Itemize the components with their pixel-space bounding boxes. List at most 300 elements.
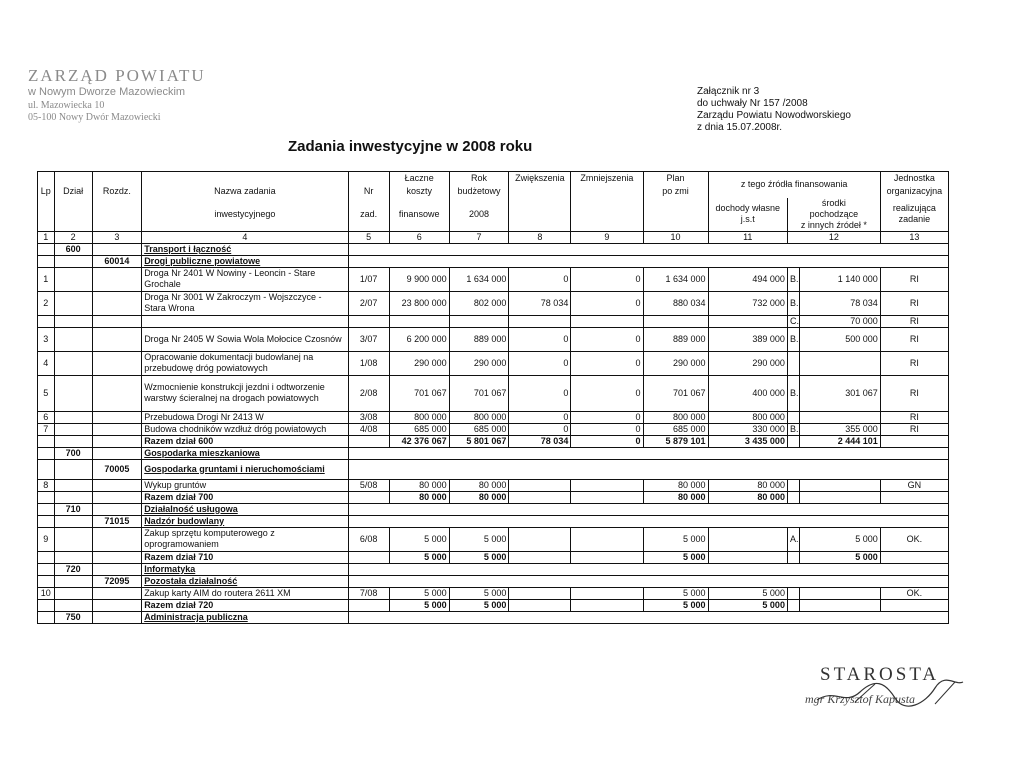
cell-plan: 5 000 (643, 599, 708, 611)
cell-name: Opracowanie dokumentacji budowlanej na przebudowę dróg powiatowych (142, 351, 348, 375)
table-row (38, 327, 949, 351)
hdr-nr (348, 172, 389, 185)
cell-dzial (54, 255, 92, 267)
cell-srodki: 70 000 (800, 315, 880, 327)
cell-dzial: 710 (54, 503, 92, 515)
cell-plan: 5 000 (643, 527, 708, 551)
hdr-dochody-2: j.s.t (740, 214, 755, 224)
cell-source-letter (787, 599, 799, 611)
cell-empty (54, 315, 92, 327)
cell-zwiekszenia (509, 479, 571, 491)
cell-lp (38, 447, 55, 459)
cell-empty (571, 315, 643, 327)
cell-zmniejszenia (571, 479, 643, 491)
hdr-dzial-label: Dział (54, 185, 92, 198)
cell-koszty: 685 000 (389, 423, 449, 435)
cell-lp: 8 (38, 479, 55, 491)
cell-rozdz (92, 527, 142, 551)
cell-dzial (54, 551, 92, 563)
cell-srodki: 355 000 (800, 423, 880, 435)
cell-plan: 5 000 (643, 587, 708, 599)
hdr-rozdz-label: Rozdz. (92, 185, 142, 198)
cell-dochody: 80 000 (708, 491, 787, 503)
hdr-srodki-2: pochodzące (809, 208, 859, 219)
hdr-lp (38, 172, 55, 185)
cell-zwiekszenia (509, 527, 571, 551)
annex-line-1: Załącznik nr 3 (697, 86, 760, 97)
cell-lp (38, 243, 55, 255)
cell-rozdz (92, 291, 142, 315)
investment-table (37, 171, 949, 624)
section-row (38, 255, 949, 267)
col-number: 12 (787, 231, 880, 243)
cell-empty (348, 459, 948, 479)
cell-zmniejszenia: 0 (571, 375, 643, 411)
cell-name: Razem dział 720 (142, 599, 348, 611)
hdr-rok-1: Rok (449, 172, 509, 185)
cell-rok: 802 000 (449, 291, 509, 315)
cell-empty (348, 611, 948, 623)
cell-nr: 2/08 (348, 375, 389, 411)
hdr-nazwa (142, 172, 348, 185)
cell-nr (348, 491, 389, 503)
cell-nr: 5/08 (348, 479, 389, 491)
cell-lp: 10 (38, 587, 55, 599)
cell-lp (38, 611, 55, 623)
cell-rok: 80 000 (449, 479, 509, 491)
table-row (38, 267, 949, 291)
cell-rozdz (92, 611, 142, 623)
table-row (38, 423, 949, 435)
cell-dzial (54, 351, 92, 375)
cell-lp (38, 503, 55, 515)
cell-rozdz (92, 599, 142, 611)
cell-dzial (54, 375, 92, 411)
cell-rok: 685 000 (449, 423, 509, 435)
cell-dochody: 330 000 (708, 423, 787, 435)
cell-dzial (54, 291, 92, 315)
cell-koszty: 42 376 067 (389, 435, 449, 447)
cell-dochody (708, 551, 787, 563)
cell-zmniejszenia: 0 (571, 291, 643, 315)
hdr-dochody (708, 198, 787, 232)
cell-srodki (800, 491, 880, 503)
hdr-nazwa-1: Nazwa zadania (142, 185, 348, 198)
cell-srodki (800, 599, 880, 611)
cell-nr: 7/08 (348, 587, 389, 599)
cell-zwiekszenia: 0 (509, 423, 571, 435)
cell-rozdz (92, 503, 142, 515)
cell-koszty: 290 000 (389, 351, 449, 375)
cell-jednostka (880, 435, 948, 447)
total-row (38, 599, 949, 611)
cell-nr: 6/08 (348, 527, 389, 551)
cell-source-letter: B. (787, 267, 799, 291)
cell-dzial (54, 527, 92, 551)
cell-dzial (54, 515, 92, 527)
cell-empty (348, 243, 948, 255)
hdr-srodki-3: z innych źródeł * (800, 219, 867, 230)
cell-jednostka: RI (880, 291, 948, 315)
cell-koszty: 5 000 (389, 551, 449, 563)
col-number: 10 (643, 231, 708, 243)
cell-source-letter (787, 411, 799, 423)
cell-lp: 2 (38, 291, 55, 315)
cell-zmniejszenia: 0 (571, 351, 643, 375)
cell-zmniejszenia (571, 587, 643, 599)
hdr-dochody-1: dochody własne (715, 203, 780, 213)
cell-rok: 800 000 (449, 411, 509, 423)
cell-name: Przebudowa Drogi Nr 2413 W (142, 411, 348, 423)
col-number: 4 (142, 231, 348, 243)
cell-plan: 889 000 (643, 327, 708, 351)
cell-rozdz (92, 351, 142, 375)
cell-lp: 1 (38, 267, 55, 291)
cell-jednostka (880, 599, 948, 611)
cell-empty (348, 563, 948, 575)
hdr-plan-2: po zmi (643, 185, 708, 198)
office-stamp (28, 66, 268, 124)
cell-lp (38, 491, 55, 503)
cell-name: Gospodarka gruntami i nieruchomościami (142, 459, 348, 479)
hdr-srodki-1: środki (821, 197, 846, 208)
cell-dzial (54, 267, 92, 291)
cell-jednostka: RI (880, 315, 948, 327)
hdr-plan-1: Plan (643, 172, 708, 185)
cell-jednostka (880, 551, 948, 563)
cell-rok: 889 000 (449, 327, 509, 351)
cell-name: Działalność usługowa (142, 503, 348, 515)
cell-name: Nadzór budowlany (142, 515, 348, 527)
hdr-jedn-1: Jednostka (880, 172, 948, 185)
cell-nr: 1/07 (348, 267, 389, 291)
cell-name: Wykup gruntów (142, 479, 348, 491)
cell-zwiekszenia (509, 551, 571, 563)
cell-dochody: 800 000 (708, 411, 787, 423)
annex-line-2: do uchwały Nr 157 /2008 (697, 98, 808, 109)
cell-rozdz (92, 327, 142, 351)
cell-jednostka: RI (880, 267, 948, 291)
col-number: 9 (571, 231, 643, 243)
cell-source-letter (787, 435, 799, 447)
cell-dzial (54, 423, 92, 435)
cell-source-letter (787, 551, 799, 563)
hdr-laczne-2: koszty (389, 185, 449, 198)
table-row (38, 291, 949, 315)
cell-srodki: 5 000 (800, 551, 880, 563)
cell-name: Gospodarka mieszkaniowa (142, 447, 348, 459)
cell-jednostka: RI (880, 375, 948, 411)
document-title: Zadania inwestycyjne w 2008 roku (288, 138, 533, 155)
table-row (38, 351, 949, 375)
cell-rok: 290 000 (449, 351, 509, 375)
cell-source-letter: A. (787, 527, 799, 551)
cell-name: Informatyka (142, 563, 348, 575)
cell-lp: 7 (38, 423, 55, 435)
stamp-line-1: ZARZĄD POWIATU (28, 66, 206, 85)
cell-koszty: 5 000 (389, 527, 449, 551)
cell-empty (142, 315, 348, 327)
cell-name: Razem dział 710 (142, 551, 348, 563)
cell-rozdz (92, 563, 142, 575)
cell-zmniejszenia: 0 (571, 411, 643, 423)
cell-zwiekszenia (509, 599, 571, 611)
cell-plan: 80 000 (643, 479, 708, 491)
cell-empty (708, 315, 787, 327)
cell-jednostka: RI (880, 327, 948, 351)
cell-dzial (54, 575, 92, 587)
section-row (38, 459, 949, 479)
cell-source-letter: C. (787, 315, 799, 327)
cell-dochody: 5 000 (708, 587, 787, 599)
cell-plan: 800 000 (643, 411, 708, 423)
stamp-line-2: w Nowym Dworze Mazowieckim (28, 86, 186, 99)
cell-srodki: 2 444 101 (800, 435, 880, 447)
table-row (38, 587, 949, 599)
cell-dzial: 720 (54, 563, 92, 575)
cell-plan: 80 000 (643, 491, 708, 503)
cell-rozdz: 60014 (92, 255, 142, 267)
total-row (38, 551, 949, 563)
annex-line-4: z dnia 15.07.2008r. (697, 122, 783, 133)
cell-zmniejszenia (571, 599, 643, 611)
signature-scribble (815, 678, 965, 708)
cell-rok: 5 801 067 (449, 435, 509, 447)
cell-name: Razem dział 700 (142, 491, 348, 503)
cell-zmniejszenia (571, 491, 643, 503)
cell-rok: 1 634 000 (449, 267, 509, 291)
cell-dzial (54, 587, 92, 599)
cell-source-letter: B. (787, 423, 799, 435)
cell-dochody: 3 435 000 (708, 435, 787, 447)
cell-rozdz (92, 243, 142, 255)
cell-empty (348, 315, 389, 327)
hdr-rok-2: budżetowy (449, 185, 509, 198)
cell-nr (348, 435, 389, 447)
col-number: 5 (348, 231, 389, 243)
signature-title: STAROSTA (820, 664, 940, 685)
cell-empty (348, 515, 948, 527)
cell-name: Transport i łączność (142, 243, 348, 255)
annex-line-3: Zarządu Powiatu Nowodworskiego (697, 110, 851, 121)
cell-rok: 5 000 (449, 527, 509, 551)
cell-dochody: 80 000 (708, 479, 787, 491)
cell-rok: 5 000 (449, 551, 509, 563)
cell-jednostka: RI (880, 423, 948, 435)
section-row (38, 515, 949, 527)
hdr-laczne-3: finansowe (389, 198, 449, 232)
cell-name: Drogi publiczne powiatowe (142, 255, 348, 267)
cell-dzial: 700 (54, 447, 92, 459)
hdr-lp-label: Lp (38, 185, 55, 198)
cell-name: Budowa chodników wzdłuż dróg powiatowych (142, 423, 348, 435)
signature-name: mgr Krzysztof Kapusta (805, 692, 916, 706)
cell-dzial: 750 (54, 611, 92, 623)
cell-lp (38, 515, 55, 527)
section-row (38, 503, 949, 515)
cell-empty (509, 315, 571, 327)
cell-zmniejszenia: 0 (571, 423, 643, 435)
col-number: 3 (92, 231, 142, 243)
cell-empty (643, 315, 708, 327)
cell-rok: 5 000 (449, 587, 509, 599)
cell-koszty: 80 000 (389, 491, 449, 503)
cell-koszty: 80 000 (389, 479, 449, 491)
table-row (38, 375, 949, 411)
cell-zmniejszenia: 0 (571, 327, 643, 351)
cell-zwiekszenia: 0 (509, 375, 571, 411)
cell-source-letter: B. (787, 375, 799, 411)
cell-srodki: 500 000 (800, 327, 880, 351)
cell-name: Pozostała działalność (142, 575, 348, 587)
cell-zwiekszenia: 0 (509, 411, 571, 423)
cell-name: Droga Nr 2401 W Nowiny - Leoncin - Stare Grochale (142, 267, 348, 291)
cell-nr: 2/07 (348, 291, 389, 315)
hdr-nr-1: Nr (348, 185, 389, 198)
cell-dochody: 732 000 (708, 291, 787, 315)
cell-jednostka: OK. (880, 587, 948, 599)
cell-rok: 701 067 (449, 375, 509, 411)
cell-srodki: 1 140 000 (800, 267, 880, 291)
col-number: 1 (38, 231, 55, 243)
cell-lp: 6 (38, 411, 55, 423)
cell-zwiekszenia: 78 034 (509, 291, 571, 315)
hdr-nr-2: zad. (348, 198, 389, 232)
hdr-zwiekszenia: Zwiększenia (509, 172, 571, 185)
hdr-srodki (787, 198, 880, 232)
cell-rozdz (92, 479, 142, 491)
stamp-line-3: ul. Mazowiecka 10 (28, 99, 105, 111)
cell-source-letter (787, 479, 799, 491)
cell-lp (38, 551, 55, 563)
cell-plan: 5 000 (643, 551, 708, 563)
cell-rozdz (92, 423, 142, 435)
cell-zwiekszenia (509, 587, 571, 599)
cell-nr (348, 599, 389, 611)
cell-source-letter: B. (787, 291, 799, 315)
cell-empty (348, 575, 948, 587)
cell-lp: 5 (38, 375, 55, 411)
cell-name: Droga Nr 2405 W Sowia Wola Mołocice Czosnów (142, 327, 348, 351)
cell-rozdz (92, 267, 142, 291)
hdr-zrodla: z tego źródła finansowania (708, 172, 880, 198)
cell-plan: 685 000 (643, 423, 708, 435)
cell-rozdz (92, 447, 142, 459)
cell-lp (38, 255, 55, 267)
cell-zwiekszenia (509, 491, 571, 503)
cell-nr (348, 551, 389, 563)
cell-rozdz (92, 411, 142, 423)
hdr-rozdz (92, 172, 142, 185)
cell-dzial (54, 327, 92, 351)
hdr-jedn (880, 198, 948, 232)
cell-zmniejszenia (571, 527, 643, 551)
cell-zwiekszenia: 0 (509, 351, 571, 375)
cell-koszty: 800 000 (389, 411, 449, 423)
cell-dzial (54, 599, 92, 611)
cell-plan: 880 034 (643, 291, 708, 315)
cell-name: Zakup karty AIM do routera 2611 XM (142, 587, 348, 599)
cell-dochody: 290 000 (708, 351, 787, 375)
cell-srodki (800, 479, 880, 491)
cell-nr: 1/08 (348, 351, 389, 375)
cell-srodki (800, 411, 880, 423)
cell-srodki: 78 034 (800, 291, 880, 315)
cell-empty (348, 503, 948, 515)
section-row (38, 611, 949, 623)
cell-koszty: 5 000 (389, 599, 449, 611)
cell-rozdz (92, 491, 142, 503)
cell-dzial: 600 (54, 243, 92, 255)
cell-plan: 701 067 (643, 375, 708, 411)
cell-source-letter: B. (787, 327, 799, 351)
table-row (38, 411, 949, 423)
col-number: 8 (509, 231, 571, 243)
cell-source-letter (787, 351, 799, 375)
table-row-sub (38, 315, 949, 327)
hdr-jedn-2: organizacyjna (880, 185, 948, 198)
cell-dochody: 5 000 (708, 599, 787, 611)
cell-zmniejszenia: 0 (571, 267, 643, 291)
cell-plan: 290 000 (643, 351, 708, 375)
cell-lp (38, 459, 55, 479)
cell-dzial (54, 411, 92, 423)
cell-zwiekszenia: 0 (509, 327, 571, 351)
cell-name: Zakup sprzętu komputerowego z oprogramowaniem (142, 527, 348, 551)
cell-jednostka (880, 491, 948, 503)
cell-empty (449, 315, 509, 327)
col-number: 2 (54, 231, 92, 243)
cell-rozdz: 71015 (92, 515, 142, 527)
total-row (38, 491, 949, 503)
cell-rozdz (92, 587, 142, 599)
cell-srodki (800, 587, 880, 599)
cell-empty (389, 315, 449, 327)
cell-srodki: 301 067 (800, 375, 880, 411)
cell-dzial (54, 435, 92, 447)
cell-name: Wzmocnienie konstrukcji jezdni i odtworzenie warstwy ścieralnej na drogach powiatowych (142, 375, 348, 411)
cell-koszty: 5 000 (389, 587, 449, 599)
hdr-jedn-4: zadanie (898, 214, 931, 224)
hdr-rok-3: 2008 (449, 198, 509, 232)
cell-lp: 9 (38, 527, 55, 551)
section-row (38, 575, 949, 587)
cell-rozdz (92, 551, 142, 563)
section-row (38, 243, 949, 255)
annex-reference (697, 86, 851, 134)
cell-jednostka: RI (880, 351, 948, 375)
cell-dochody: 400 000 (708, 375, 787, 411)
cell-lp (38, 575, 55, 587)
hdr-zmniejszenia: Zmniejszenia (571, 172, 643, 185)
cell-plan: 1 634 000 (643, 267, 708, 291)
cell-lp (38, 435, 55, 447)
hdr-jedn-3: realizująca (892, 203, 936, 213)
cell-rozdz (92, 375, 142, 411)
cell-srodki (800, 351, 880, 375)
table-row (38, 527, 949, 551)
handwritten-signature (805, 692, 915, 707)
hdr-nazwa-2: inwestycyjnego (142, 198, 348, 232)
cell-nr: 4/08 (348, 423, 389, 435)
cell-lp: 3 (38, 327, 55, 351)
cell-rok: 80 000 (449, 491, 509, 503)
cell-dochody: 389 000 (708, 327, 787, 351)
col-number: 11 (708, 231, 787, 243)
cell-source-letter (787, 491, 799, 503)
total-row (38, 435, 949, 447)
cell-dochody: 494 000 (708, 267, 787, 291)
